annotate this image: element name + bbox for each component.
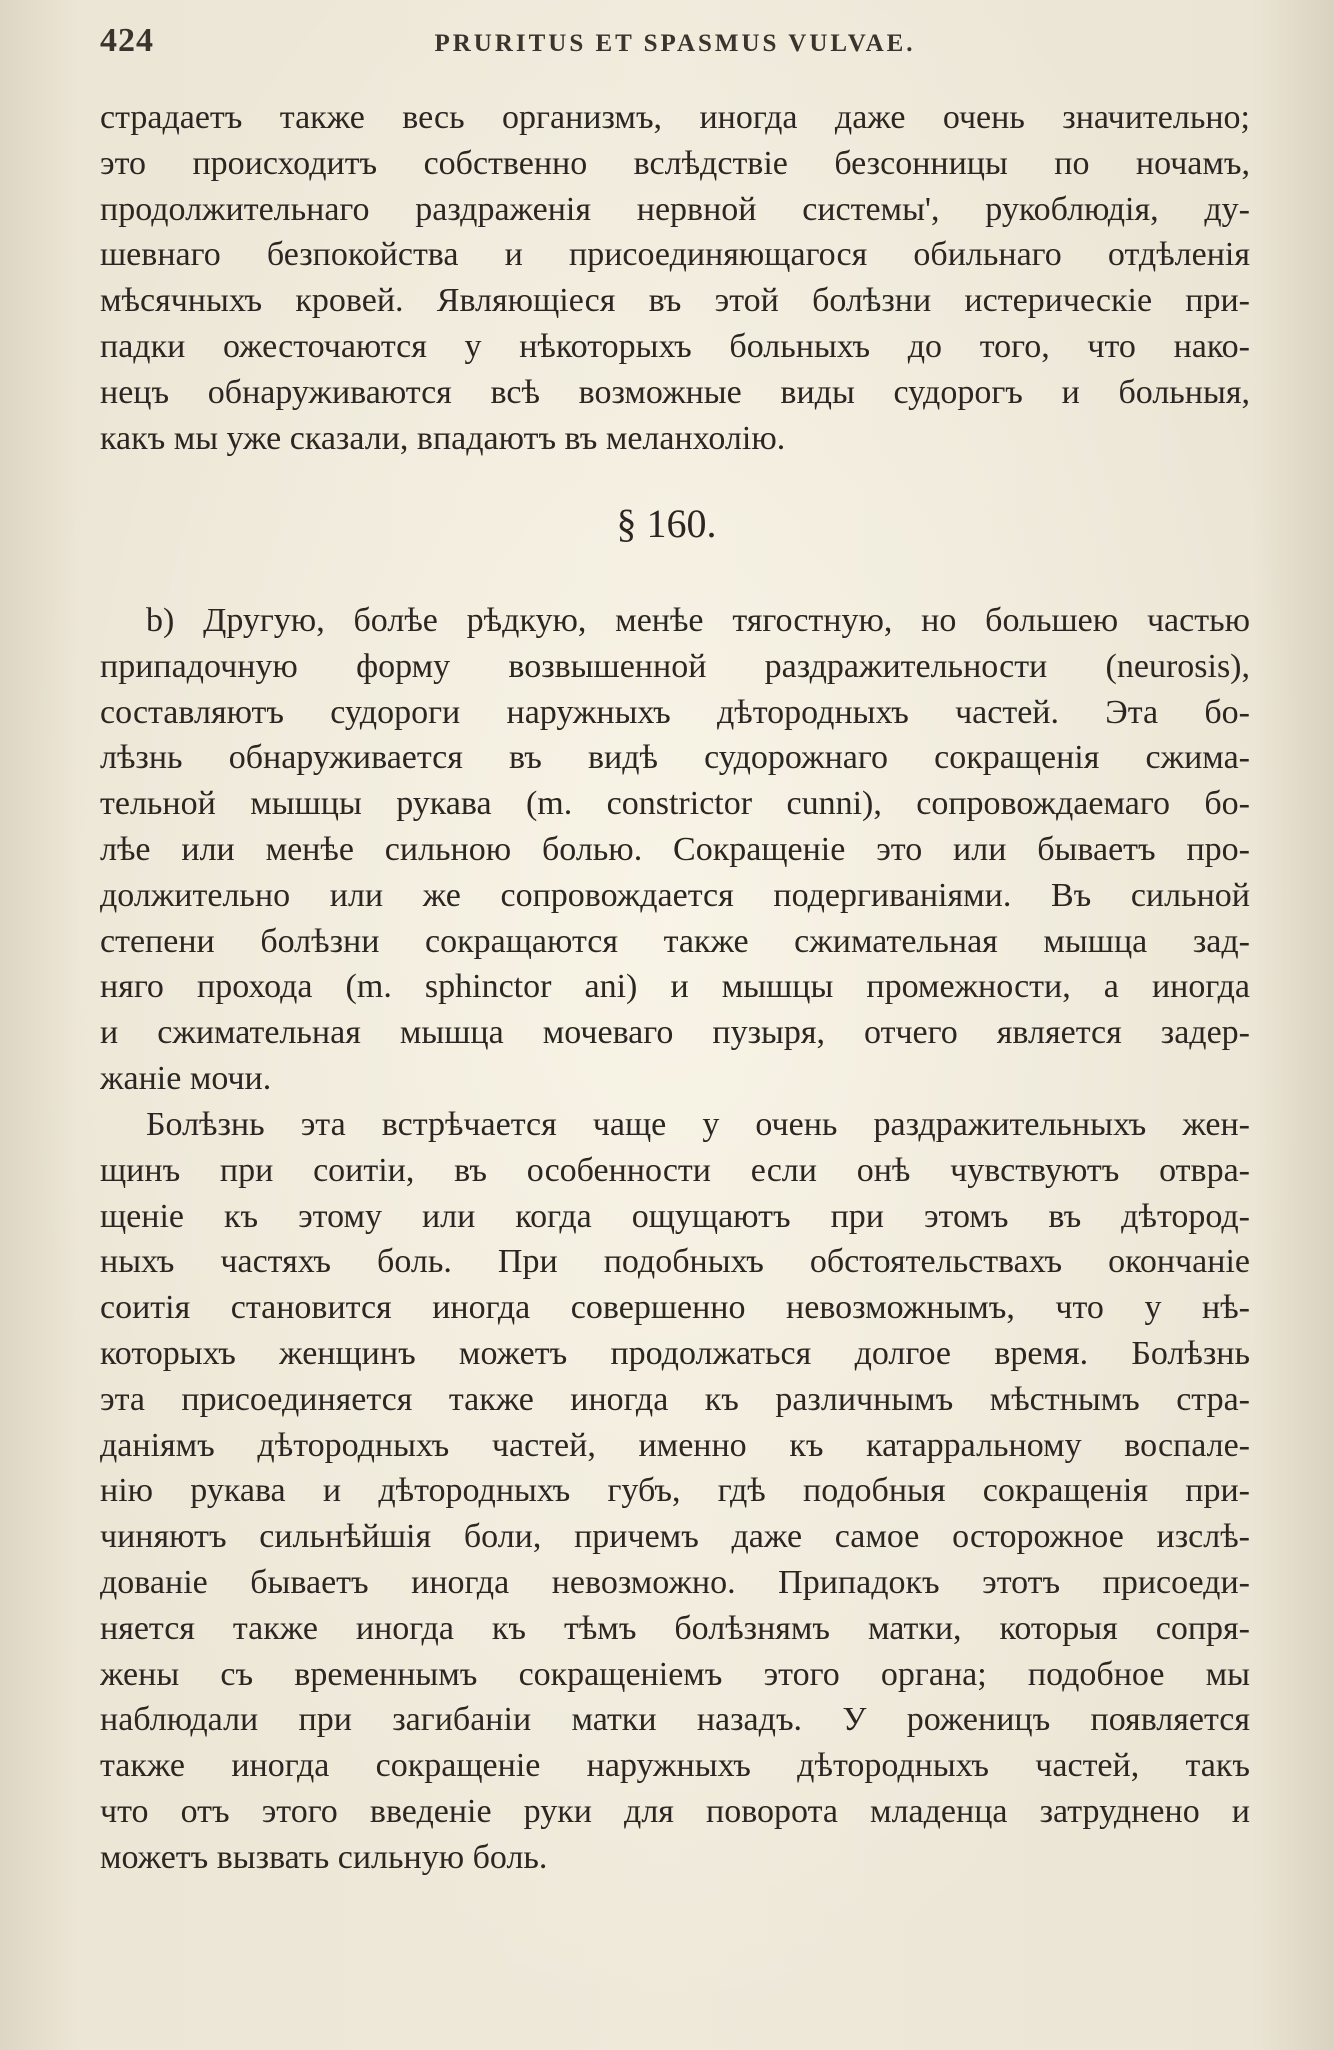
text-line: няго прохода (m. sphinctor ani) и мышцы промежности, а иногда bbox=[100, 968, 1250, 1006]
text-line: можетъ вызвать сильную боль. bbox=[100, 1838, 548, 1876]
text-line: мѣсячныхъ кровей. Являющіеся въ этой болѣзни истерическіе при- bbox=[100, 282, 1250, 320]
running-head bbox=[100, 22, 1250, 72]
text-line: какъ мы уже сказали, впадаютъ въ меланхолію. bbox=[100, 419, 786, 457]
text-line: чиняютъ сильнѣйшія боли, причемъ даже самое осторожное изслѣ- bbox=[100, 1518, 1250, 1556]
text-line: падки ожесточаются у нѣкоторыхъ больныхъ до того, что нако- bbox=[100, 327, 1250, 365]
text-line: жаніе мочи. bbox=[100, 1059, 272, 1097]
text-line: няется также иногда къ тѣмъ болѣзнямъ матки, которыя сопря- bbox=[100, 1609, 1250, 1647]
text-line: страдаетъ также весь организмъ, иногда даже очень значительно; bbox=[100, 99, 1250, 136]
text-line: лѣе или менѣе сильною болью. Сокращеніе это или бываетъ про- bbox=[100, 830, 1250, 868]
text-line: припадочную форму возвышенной раздражительности (neurosis), bbox=[100, 647, 1250, 685]
text-line: Болѣзнь эта встрѣчается чаще у очень раздражительныхъ жен- bbox=[146, 1106, 1250, 1143]
running-title: PRURITUS ET SPASMUS VULVAE. bbox=[434, 30, 916, 57]
text-line: которыхъ женщинъ можетъ продолжаться долгое время. Болѣзнь bbox=[100, 1334, 1250, 1372]
text-line: это происходитъ собственно вслѣдствіе безсонницы по ночамъ, bbox=[100, 144, 1250, 182]
text-line: щинъ при соитіи, въ особенности если онѣ чувствуютъ отвра- bbox=[100, 1151, 1250, 1189]
paragraph-b bbox=[100, 598, 1250, 1102]
text-line: даніямъ дѣтородныхъ частей, именно къ катарральному воспале- bbox=[100, 1426, 1250, 1464]
paragraph-continued bbox=[100, 95, 1250, 461]
text-line: лѣзнь обнаруживается въ видѣ судорожнаго сокращенія сжима- bbox=[100, 739, 1250, 777]
text-line: также иногда сокращеніе наружныхъ дѣтородныхъ частей, такъ bbox=[100, 1747, 1250, 1785]
text-line: ныхъ частяхъ боль. При подобныхъ обстоятельствахъ окончаніе bbox=[100, 1243, 1250, 1281]
text-line: составляютъ судороги наружныхъ дѣтородныхъ частей. Эта бо- bbox=[100, 693, 1250, 731]
text-line: эта присоединяется также иногда къ различнымъ мѣстнымъ стра- bbox=[100, 1380, 1250, 1418]
text-line: наблюдали при загибаніи матки назадъ. У роженицъ появляется bbox=[100, 1701, 1250, 1739]
text-line: тельной мышцы рукава (m. constrictor cunni), сопровождаемаго бо- bbox=[100, 785, 1250, 823]
text-line: продолжительнаго раздраженія нервной системы', рукоблюдія, ду- bbox=[100, 190, 1250, 228]
paragraph-disease bbox=[100, 1102, 1250, 1881]
text-line: что отъ этого введеніе руки для поворота младенца затруднено и bbox=[100, 1792, 1250, 1830]
text-line: должительно или же сопровождается подергиваніями. Въ сильной bbox=[100, 876, 1250, 914]
text-line: соитія становится иногда совершенно невозможнымъ, что у нѣ- bbox=[100, 1289, 1250, 1327]
text-line: и сжимательная мышца мочеваго пузыря, отчего является задер- bbox=[100, 1014, 1250, 1052]
section-heading: § 160. bbox=[616, 501, 717, 546]
text-line: дованіе бываетъ иногда невозможно. Припадокъ этотъ присоеди- bbox=[100, 1563, 1250, 1601]
text-line: нецъ обнаруживаются всѣ возможные виды судорогъ и больныя, bbox=[100, 373, 1250, 411]
text-line: b) Другую, болѣе рѣдкую, менѣе тягостную, но большею частью bbox=[146, 602, 1250, 639]
page-number: 424 bbox=[100, 22, 154, 59]
text-line: степени болѣзни сокращаются также сжимательная мышца зад- bbox=[100, 922, 1250, 960]
text-line: щеніе къ этому или когда ощущаютъ при этомъ въ дѣтород- bbox=[100, 1197, 1250, 1235]
text-line: нію рукава и дѣтородныхъ губъ, гдѣ подобныя сокращенія при- bbox=[100, 1472, 1250, 1510]
text-line: жены съ временнымъ сокращеніемъ этого органа; подобное мы bbox=[100, 1655, 1250, 1693]
text-line: шевнаго безпокойства и присоединяющагося обильнаго отдѣленія bbox=[100, 236, 1250, 274]
